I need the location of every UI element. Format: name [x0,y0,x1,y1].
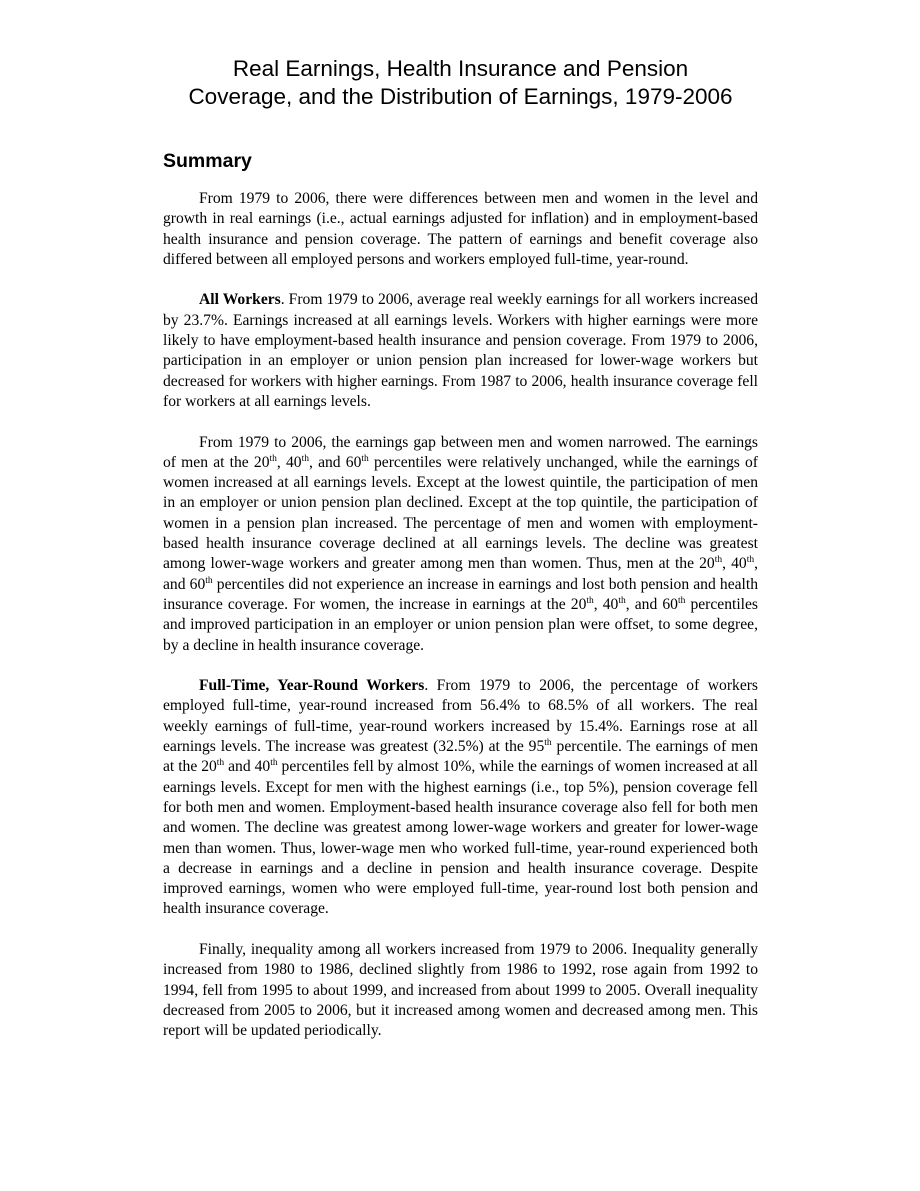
ordinal-suffix: th [301,453,309,464]
document-page [163,55,758,1041]
paragraph-all-workers-lead: All Workers [199,291,281,309]
ordinal-suffix: th [544,738,552,749]
ordinal-suffix: th [216,758,225,769]
text-segment: , and 60 [308,453,362,471]
text-segment: . From 1979 to 2006, the percentage of workers employed full-time, year-round increased from 56.4% to 68.5% of all workers. The real weekly earnings of full-time, year-round workers increased by 15.4%. Earnings rose at all earnings levels. The increase was greatest (32.5%) at the 95 [163,677,758,756]
ordinal-suffix: th [714,555,723,566]
text-segment: , 40 [593,595,619,613]
ordinal-suffix: th [586,595,594,606]
document-title [163,55,758,111]
title-line-1: Real Earnings, Health Insurance and Pension [232,56,689,81]
paragraph-inequality [163,940,758,1041]
paragraph-all-workers-text: . From 1979 to 2006, average real weekly earnings for all workers increased by 23.7%. Earnings increased at all earnings levels. Workers with higher earnings were more likely to have employment-based health insurance and pension coverage. From 1979 to 2006, participation in an employer or union pension plan increased for lower-wage workers but decreased for workers with higher earnings. From 1987 to 2006, health insurance coverage fell for workers at all earnings levels. [163,291,758,410]
text-segment: , 40 [276,453,302,471]
paragraph-intro-text: From 1979 to 2006, there were differences between men and women in the level and growth in real earnings (i.e., actual earnings adjusted for inflation) and in employment-based health insurance and pension coverage. The pattern of earnings and benefit coverage also differed between all employed persons and workers employed full-time, year-round. [163,190,758,268]
ordinal-suffix: th [361,453,369,464]
text-segment: percentile. The earnings of men at the 20 [163,738,758,776]
paragraph-full-time-workers [163,676,758,920]
text-segment: From 1979 to 2006, the earnings gap between men and women narrowed. The earnings of men at the 20 [163,433,758,471]
paragraph-inequality-text: Finally, inequality among all workers increased from 1979 to 2006. Inequality generally increased from 1980 to 1986, declined slightly from 1986 to 1992, rose again from 1992 to 1994, fell from 1995 to about 1999, and increased from about 1999 to 2005. Overall inequality decreased from 2005 to 2006, but it increased among women and decreased among men. This report will be updated periodically. [163,940,758,1040]
text-segment: percentiles did not experience an increase in earnings and lost both pension and health insurance coverage. For women, the increase in earnings at the 20 [163,575,758,613]
paragraph-intro [163,189,758,270]
section-heading-summary: Summary [163,150,252,172]
text-segment: , 40 [722,555,747,573]
paragraph-full-time-workers-lead: Full-Time, Year-Round Workers [199,677,425,695]
ordinal-suffix: th [677,595,686,606]
text-segment: , and 60 [163,555,759,593]
ordinal-suffix: th [270,758,278,769]
ordinal-suffix: th [618,595,626,606]
text-segment: percentiles and improved participation in an employer or union pension plan were offset, to some degree, by a decline in health insurance coverage. [163,595,758,654]
ordinal-suffix: th [269,453,277,464]
text-segment: percentiles fell by almost 10%, while the earnings of women increased at all earnings levels. Except for men with the highest earnings (i.e., top 5%), pension coverage fell for both men and women. Employment-based health insurance coverage also fell for both men and women. The decline was greatest among lower-wage workers and greater for lower-wage men than women. Thus, lower-wage men who worked full-time, year-round experienced both a decrease in earnings and a decline in pension and health insurance coverage. Despite improved earnings, women who were employed full-time, year-round lost both pension and health insurance coverage. [163,758,758,918]
paragraph-all-workers [163,290,758,412]
text-segment: , and 60 [625,595,678,613]
text-segment: and 40 [224,758,271,776]
ordinal-suffix: th [205,575,213,586]
ordinal-suffix: th [746,555,755,566]
text-segment: percentiles were relatively unchanged, while the earnings of women increased at all earnings levels. Except at the lowest quintile, the participation of men in an employer or union pension plan declined. Except at the top quintile, the participation of women in a pension plan increased. The percentage of men and women with employment-based health insurance coverage declined at all earnings levels. The decline was greatest among lower-wage workers and greater among men than women. Thus, men at the 20 [163,453,758,573]
paragraph-gender-gap [163,433,758,656]
title-line-2: Coverage, and the Distribution of Earnings, 1979-2006 [188,84,733,109]
